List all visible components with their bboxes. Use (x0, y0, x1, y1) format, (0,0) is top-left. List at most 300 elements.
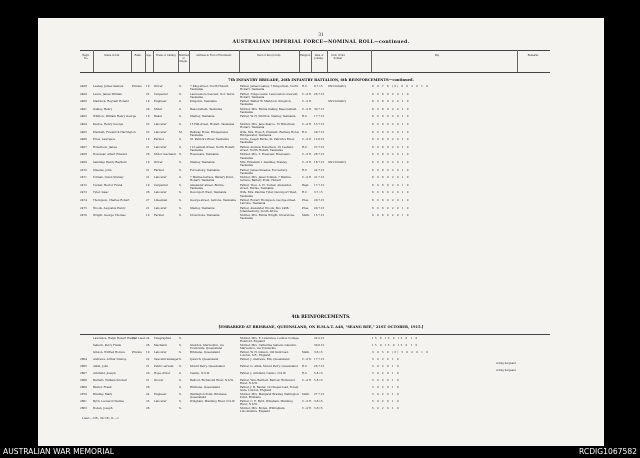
cell-rel: Meth. (302, 350, 311, 354)
cell-trade: Engineer (154, 392, 167, 396)
cell-kin: Mother, Mrs. E. Lawrance, Ludlow College, Romford, England (240, 336, 300, 344)
cell-ms: S. (179, 378, 182, 382)
cell-num: 2864 (80, 357, 87, 361)
cell-date: 5.8.15 (314, 406, 323, 410)
cell-date: 17.7.15 (314, 114, 325, 119)
cell-pay: 6 0 6 0 2 0 1 0 (372, 160, 410, 164)
cell-num: 2869 (80, 385, 87, 389)
section-2-title: 4th REINFORCEMENTS. (291, 315, 351, 320)
cell-date: 27.7.15 (314, 144, 325, 149)
cell-name: Lawrance, Ralph Robert Henry (93, 336, 136, 340)
column-divider (371, 50, 372, 72)
cell-name: Tolman, Owen Stanley (93, 175, 124, 180)
cell-pay: 6 0 6 0 2 0 1 0 (372, 114, 410, 119)
cell-name: Gibson, Wilfred Horace (93, 350, 125, 354)
cell-trade: Farmer (154, 167, 164, 172)
footer-left-text: AUSTRALIAN WAR MEMORIAL (3, 447, 114, 456)
cell-kin: Father, Andrew Robertson, 10 Leefield-street, North Hobart, Tasmania (240, 144, 294, 153)
column-header: Date of Joining. (314, 54, 324, 60)
cell-num: 2468 (80, 84, 87, 88)
cell-date: 12.8.15 (314, 137, 325, 142)
cell-kin: Father, Wm. Bartlett, Balfour, Richmond River, N.S.W. (240, 378, 295, 386)
cell-addr: Wellington Point, Brisbane, Queensland (190, 392, 228, 400)
cell-age: 29 (146, 106, 150, 111)
cell-name: Smedes, John (93, 167, 112, 172)
cell-date: 28.7.15 (314, 152, 325, 157)
cell-name: Armfield, Joseph (93, 371, 116, 375)
cell-ms: S. (179, 213, 182, 218)
cell-trade: Labourer (154, 399, 167, 403)
cell-name: Woods, Augustus Henry (93, 205, 126, 210)
cell-addr: Rosevears, Tasmania (190, 152, 219, 157)
column-header: Married or Single. (179, 54, 189, 63)
cell-kin: Mother, Mrs. Jane Pearce, 15 Hill-street, Hobart, Tasmania (240, 122, 296, 130)
cell-rel: Pres. (302, 205, 309, 210)
cell-pay: 6 0 6 0 2 0 1 0 (372, 152, 410, 157)
cell-date: 26.7.15 (314, 364, 325, 368)
cell-num: 2472 (80, 182, 87, 187)
column-divider (145, 50, 146, 72)
cell-ms: S. (179, 371, 182, 375)
cell-ms: S. (179, 392, 182, 396)
cell-rel: C. of E. (302, 152, 312, 157)
cell-ms: S. (179, 205, 182, 210)
cell-name: Whitton, William Henry George (93, 114, 137, 119)
cell-ms: S. (179, 144, 182, 149)
column-divider (93, 50, 94, 72)
cell-num: 2468 (80, 152, 87, 157)
cell-kin: Mother, Mrs. Boden, Willingham, Lincolnshire, England (240, 406, 286, 414)
cell-addr: Ulverstone, Tasmania (190, 213, 220, 218)
cell-name: Tucker, Hector Frank (93, 182, 123, 187)
remark-1: Acting Sergeant (496, 362, 516, 365)
cell-name: Wright, George Thomas (93, 213, 126, 218)
cell-addr: Casino, N.S.W. (190, 371, 210, 375)
cell-date: 5.8.15 (314, 371, 323, 375)
cell-ms: S. (179, 336, 182, 340)
cell-kin: Father, J. Armfield, Casino, N.S.W. (240, 371, 287, 375)
cell-ms: S. (179, 364, 182, 368)
cell-kin: Wife, Mrs. Rose E. Plunkett, Railway Hotel, Bridgewater, Tasmania (240, 129, 300, 137)
cell-addr: George-street, Latrobe, Tasmania (190, 198, 236, 202)
cell-name: Robertson, James (93, 144, 117, 149)
cell-age: 19 (146, 137, 150, 142)
cell-age: 19 (146, 114, 150, 119)
cell-pay: 6 0 6 0 2 0 1 0 (372, 205, 410, 210)
cell-pay: 6 0 6 0 2 0 1 0 (372, 99, 410, 104)
cell-unit: 93rd Infantry (328, 160, 347, 164)
column-header: Name in full. (104, 54, 120, 57)
cell-age: 23 (146, 129, 150, 134)
cell-pay: 5 0 2 0 1 0 (372, 357, 400, 361)
cell-age: 24 (146, 392, 150, 396)
cell-ms: S. (179, 385, 182, 389)
cell-trade: Labourer (154, 129, 167, 134)
cell-name: Pearce, Henry George (93, 122, 124, 126)
cell-ms: M. (179, 129, 183, 134)
cell-age: 21 (146, 175, 150, 180)
column-divider (131, 50, 132, 72)
cell-date: 30.7.15 (314, 106, 325, 111)
cell-age: 23 (146, 122, 150, 126)
cell-num: 2474 (80, 198, 87, 202)
cell-pay: 6 0 6 0 2 0 1 0 (372, 175, 410, 180)
column-header: Pay (434, 54, 440, 57)
cell-name: Bartlett, William Sinclair (93, 378, 127, 382)
cell-ms: S. (179, 84, 182, 88)
cell-trade: Driver (154, 160, 163, 164)
cell-date: 20.7.15 (314, 205, 325, 210)
cell-pay: 5 0 2 0 1 0 (372, 364, 400, 368)
cell-age: 28 (146, 406, 150, 410)
cell-rel: R.C. (302, 190, 308, 195)
cell-age: 26 (146, 190, 150, 195)
cell-addr: Beaconsfield, Tasmania (190, 106, 222, 111)
cell-date: 15.7.15 (314, 213, 325, 218)
cell-num: 2465 (80, 129, 87, 134)
cell-age: 21 (146, 144, 150, 149)
cell-addr: Glendon, Marvedton, via Townsville, Queensland (190, 343, 224, 351)
cell-addr: St. Patrick's River, Tasmania (190, 137, 229, 142)
cell-trade: Labourer (154, 205, 167, 210)
cell-num: 2865 (80, 364, 87, 368)
cell-pay: 5 0 2 0 1 0 (372, 399, 400, 403)
cell-rel: R.C. (302, 364, 308, 368)
cell-addr: Stanley, Tasmania (190, 114, 215, 119)
cell-date: 21.7.15 (314, 175, 325, 180)
cell-addr: Forcesbury, Tasmania (190, 167, 220, 172)
column-divider (311, 50, 312, 72)
column-divider (299, 50, 300, 72)
cell-rel: C. of E. (302, 99, 312, 104)
cell-addr: Launceston-crescent, Nor. hurst, Tasmania (190, 91, 235, 99)
cell-ms: S. (179, 406, 182, 410)
cell-ms: S. (179, 399, 182, 403)
cell-name: Andrews, Arthur Dunlop (93, 357, 127, 361)
cell-trade: Labourer (154, 175, 167, 180)
cell-num: 2867 (80, 371, 87, 375)
cell-num: 2466 (80, 137, 87, 142)
cell-name: Baxter, Frank (93, 385, 112, 389)
cell-name: Oakley, Henry (93, 106, 113, 111)
cell-kin: Uncle, Joseph Burke, St. Patrick's River, Tasmania (240, 137, 295, 145)
cell-ms: S. (179, 91, 182, 96)
cell-trade: Drover (154, 378, 164, 382)
cell-age: 25 (146, 399, 150, 403)
cell-kin: Mother, Mrs. Emma Wright, Ulverstone, Tasmania (240, 213, 295, 221)
cell-num: 2861 (80, 399, 87, 403)
cell-kin: Father, Alexander Woods, Box 1498, Johannesburg, South Africa (240, 205, 290, 213)
section-heading: 7th INFANTRY BRIGADE, 26th INFANTRY BATTALION, 6th REINFORCEMENTS—continued. (228, 78, 414, 82)
cell-kin: Father, James Leahey, 7 King-street, North Hobart, Tasmania (240, 84, 299, 92)
cell-name: Lewis, James William (93, 91, 122, 96)
cell-num: 2470 (80, 167, 87, 172)
cell-name: Boden, Joseph (93, 406, 113, 410)
cell-ms: S. (179, 99, 182, 104)
column-divider (327, 50, 328, 72)
cell-kin: Father, W. H. Whitton, Stanley, Tasmania (240, 114, 296, 119)
cell-addr: Mount Perry, Queensland (190, 364, 225, 368)
cell-age: 27 (146, 198, 150, 202)
cell-addr: Brisbane, Queensland (190, 385, 220, 389)
cell-date: 3.8.15 (314, 399, 323, 403)
cell-trade: Public servant (154, 364, 174, 368)
table-row (80, 214, 550, 222)
cell-kin: Father, J. B. Baxter, 10 Chapel-road, Forest Gate, London, England (240, 385, 299, 393)
column-divider (153, 50, 154, 72)
cell-age: 21 (146, 205, 150, 210)
cell-pay: 5 0 2 0 1 0 (372, 392, 400, 396)
cell-name: Leahey, James Samuel (93, 84, 124, 88)
cell-pay: 15 0 15 0 15 0 1 0 (372, 336, 419, 340)
cell-date: 17.7.15 (314, 357, 325, 361)
cell-addr: Stanley, Tasmania (190, 205, 215, 210)
cell-pay: 15 0 15 0 15 0 1 0 (372, 343, 419, 347)
margin-note: Lieut.—T.B., 24 I.R., K.—v (82, 416, 119, 420)
cell-name: Maddock, Reyvant Ronald (93, 99, 129, 104)
cell-ms: S. (179, 350, 182, 354)
cell-date: 22.7.15 (314, 167, 325, 172)
cell-unit: 83rd Infantry (328, 84, 347, 88)
footer-bar (0, 446, 640, 458)
cell-num: 2868 (80, 378, 87, 382)
cell-kin: Father, Walter W. Maddock, Kingston, Tasmania (240, 99, 292, 107)
cell-num: 2870 (80, 392, 87, 396)
section-2-embarkation: [EMBARKED AT BRISBANE, QUEENSLAND, ON H.M.A.T. A48, "SEANG BEE," 21ST OCTOBER, 1915.] (218, 325, 424, 329)
cell-num: 2460 (80, 99, 87, 104)
cell-addr: Brisbane, Queensland (190, 350, 220, 354)
cell-ms: S. (179, 160, 182, 164)
cell-rel: C. of E. (302, 357, 312, 361)
cell-pay: 6 0 7 6 (3) 6 0 2 0 1 0 (372, 84, 430, 88)
cell-date: 8.7.15 (314, 84, 323, 88)
column-header: Religion. (300, 54, 311, 57)
cell-name: Bradley, Mark (93, 392, 113, 396)
cell-rel: C. of E. (302, 406, 312, 410)
cell-pay: 6 0 6 0 2 0 1 0 (372, 198, 410, 202)
cell-rel: R.C. (302, 114, 308, 119)
cell-pay: 6 0 6 0 2 0 1 0 (372, 213, 410, 218)
cell-num: 2475 (80, 205, 87, 210)
column-header: Next of Kin (in full). (256, 54, 282, 57)
cell-pay: 6 0 6 0 2 0 1 0 (372, 106, 410, 111)
cell-age: 19 (146, 182, 150, 187)
footer-right-text: RCDIG1067582 (579, 447, 637, 456)
cell-kin: Father, G. Atkin, Mount Perry, Queensland (240, 364, 298, 368)
cell-addr: Railway Hotel, Bridgewater, Tasmania (190, 129, 229, 137)
column-header: Age. (146, 54, 152, 57)
column-divider (189, 50, 190, 72)
cell-kin: Father, C. E. Byrd, Wingham, Manning River, N.S.W. (240, 399, 293, 407)
cell-age: 26 (146, 152, 150, 157)
column-header: Remarks (527, 54, 539, 57)
cell-ms: S. (179, 190, 182, 195)
cell-ms: S. (179, 106, 182, 111)
column-divider (239, 50, 240, 72)
cell-kin: Mrs. Elizabeth I. Sandiley, Stanley, Tasmania (240, 160, 288, 168)
cell-ms: S. (179, 122, 182, 126)
cell-num: 2467 (80, 144, 87, 149)
cell-trade: Baker (154, 114, 163, 119)
cell-age: 21 (146, 364, 150, 368)
page-number: 31 (318, 32, 324, 37)
cell-num: 2461 (80, 106, 87, 111)
cell-name: Plunkett, Frederick Harrington (93, 129, 136, 134)
cell-rel: R.C. (302, 144, 308, 149)
cell-trade: Carpenter (154, 91, 168, 96)
cell-trade: Carpenter (154, 182, 168, 187)
cell-trade: Engineer (154, 99, 167, 104)
cell-rel: R.C. (302, 84, 308, 88)
cell-name: Thompson, Charles Robert (93, 198, 130, 202)
cell-rel: Pres. (302, 198, 309, 202)
cell-addr: Wingham, Manning River, N.S.W. (190, 399, 236, 403)
cell-rel: C. of E. (302, 160, 312, 164)
section-2-rule (80, 334, 550, 335)
cell-trade: Miner (154, 106, 163, 111)
cell-trade: Farmer (154, 137, 164, 142)
cell-pay: 5 0 2 0 1 0 (372, 371, 400, 375)
cell-pay: 6 0 6 0 2 0 1 0 (372, 167, 410, 172)
remark-2: Acting Sergeant (496, 369, 516, 372)
cell-date: 3.6.15 (314, 350, 323, 354)
column-header: Unit, if Old Soldier (331, 54, 345, 60)
cell-name: Byrd, Leonard Charles (93, 399, 124, 403)
cell-rel: C. of E. (302, 91, 312, 96)
cell-trade: Mechanic (154, 343, 168, 347)
cell-pay: 5 0 2 0 1 0 (372, 406, 400, 410)
cell-trade: Labourer (154, 350, 167, 354)
cell-age: 20 (146, 371, 150, 375)
cell-ms: S. (179, 152, 182, 157)
cell-name: Rosevear, Albert Edward (93, 152, 127, 157)
cell-rel: C. of E. (302, 122, 312, 126)
cell-pay: 5 0 2 0 1 0 (372, 385, 400, 389)
cell-ms: S. (179, 343, 182, 347)
cell-name: Price, Lawrence (93, 137, 116, 142)
cell-name: Atkin, John (93, 364, 109, 368)
cell-age: 19 (146, 160, 150, 164)
page-title: AUSTRALIAN IMPERIAL FORCE—NOMINAL ROLL—continued. (232, 40, 410, 45)
cell-addr: 15 Hill-street, Hobart, Tasmania (190, 122, 235, 126)
cell-age: 22 (146, 91, 150, 96)
document-page (38, 18, 604, 446)
cell-trade: Rope-driver (154, 371, 171, 375)
cell-pay: 6 0 6 0 2 0 1 0 (372, 129, 410, 134)
cell-rel: R.C. (302, 129, 308, 134)
cell-date: 13.7.15 (314, 122, 325, 126)
cell-date: 17.7.15 (314, 182, 325, 187)
column-divider (178, 50, 179, 72)
cell-ms: S. (179, 114, 182, 119)
cell-rel: R.C. (302, 167, 308, 172)
cell-num: 2464 (80, 122, 87, 126)
cell-trade: Saw-mill manager (154, 357, 179, 361)
cell-num: 2469 (80, 160, 87, 164)
cell-rel: C. of E. (302, 399, 312, 403)
cell-age: 19 (146, 350, 150, 354)
cell-age: 19 (146, 84, 150, 88)
cell-trade: Labourer (154, 190, 167, 195)
cell-date: 5.8.15 (314, 378, 323, 382)
column-header: Trade or Calling. (155, 54, 177, 57)
cell-num: 2473 (80, 190, 87, 195)
cell-unit: 93rd Infantry (328, 99, 347, 104)
cell-rel: C. of E. (302, 175, 312, 180)
cell-age: 26 (146, 343, 150, 347)
cell-addr: Ipswich, Queensland (190, 357, 219, 361)
cell-kin: Father, Thos. A. H. Tucker, Alexander-street, Burnie, Tasmania (240, 182, 292, 191)
header-top-rule (80, 50, 550, 51)
cell-addr: Devonport West, Tasmania (190, 190, 227, 195)
cell-date: 29.7.15 (314, 129, 325, 134)
cell-trade: Farmer (154, 213, 164, 218)
column-header: Rank. (134, 54, 142, 57)
cell-age: 19 (146, 99, 150, 104)
cell-date: 30.6.15 (314, 343, 325, 347)
cell-rel: R.C. (302, 371, 308, 375)
cell-addr: Kingston, Tasmania (190, 99, 217, 104)
cell-trade: Motor mechanic (154, 152, 177, 157)
cell-age: 22 (146, 357, 150, 361)
cell-pay: 5 0 2 0 1 0 (372, 378, 400, 382)
column-header: Regtl. No. (82, 54, 90, 60)
cell-date: 20.7.15 (314, 198, 325, 202)
cell-rel: C. of E. (302, 378, 312, 382)
cell-trade: Linesman (154, 198, 168, 202)
cell-kin: Wife, Mrs. Pauline Tyler, Devonport West, Tasmania (240, 190, 297, 198)
cell-kin: Mother, Mrs. T. Rosevear, Rosevears, Tasmania (240, 152, 291, 160)
cell-kin: Mother, Mrs. Emma Oakley, Beaconsfield, Tasmania (240, 106, 298, 115)
cell-addr: 10 Leefield-street, North Hobart, Tasmania (190, 144, 236, 153)
cell-rel: Bapt. (302, 182, 310, 187)
cell-age: 24 (146, 336, 150, 340)
cell-kin: Father, W. H. Gibson, Old Kentroad, London, S.E., England (240, 350, 289, 358)
cell-kin: Father, J. Andrews, Esk, Queensland (240, 357, 290, 361)
table-row (80, 407, 550, 415)
cell-rank: 2nd Lieut. (132, 336, 146, 340)
cell-age: 19 (146, 213, 150, 218)
cell-age: 26 (146, 385, 150, 389)
cell-date: 16.7.15 (314, 160, 325, 164)
cell-ms: S. (179, 198, 182, 202)
cell-name: Selleck, Percy Frank (93, 343, 122, 347)
cell-ms: S. (179, 137, 182, 142)
column-divider (517, 50, 518, 72)
cell-num: 2476 (80, 213, 87, 218)
cell-rank: Private (132, 84, 142, 88)
cell-addr: Stanley, Tasmania (190, 160, 215, 164)
cell-kin: Mother, Mrs. Catherine Selleck, Glendon, Marvedton, via Townsville (240, 343, 297, 351)
cell-age: 21 (146, 167, 150, 172)
cell-rel: C. of E. (302, 137, 312, 142)
cell-ms: S. (179, 357, 182, 361)
cell-kin: Father, James Smedes, Forcesbury, Tasmania (240, 167, 288, 175)
cell-pay: 6 0 6 0 2 0 1 0 (372, 144, 410, 149)
cell-pay: 6 0 6 0 2 0 1 0 (372, 190, 410, 195)
cell-num: 2863 (80, 406, 87, 410)
column-header: Address in Full of Enrolment. (196, 54, 232, 57)
cell-rank: Private (132, 350, 142, 354)
cell-age: 21 (146, 378, 150, 382)
cell-addr: Balfour, Richmond River, N.S.W. (190, 378, 234, 382)
header-bottom-rule (80, 72, 550, 73)
cell-num: 2462 (80, 114, 87, 119)
cell-trade: Driver (154, 84, 163, 88)
cell-kin: Father, Tonge Lewis, Launceston-crescent, Hobart, Tasmania (240, 91, 299, 99)
cell-addr: 7 King-street, North Hobart, Tasmania (190, 84, 229, 92)
cell-num: 2471 (80, 175, 87, 180)
